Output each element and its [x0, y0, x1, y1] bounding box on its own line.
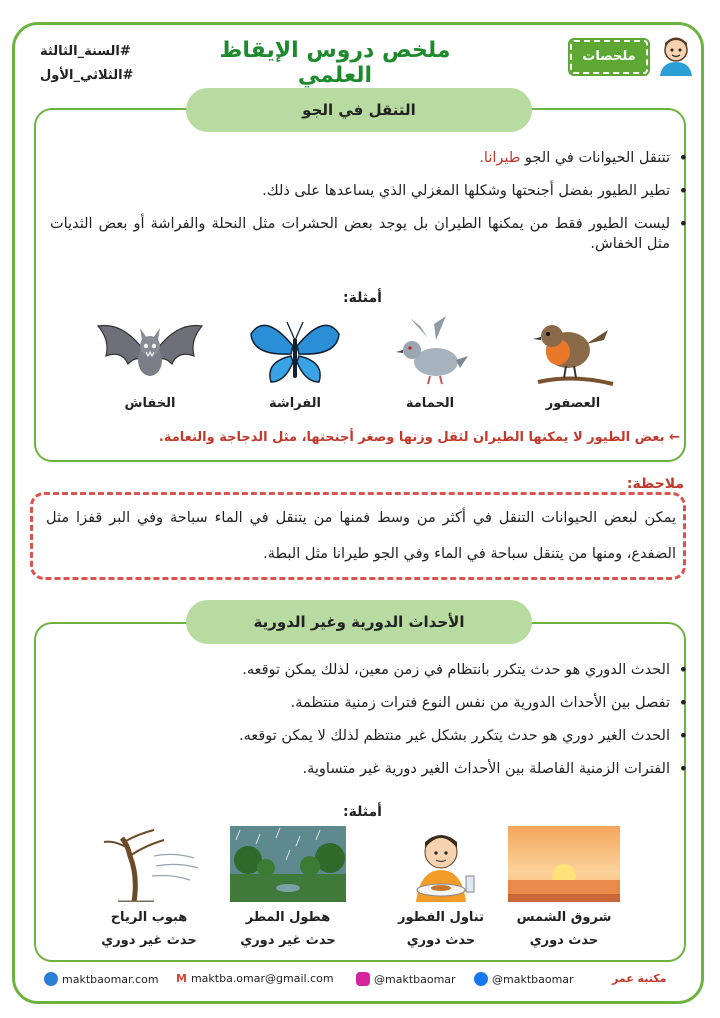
list-item: • الحدث الدوري هو حدث يتكرر بانتظام في زمن معين، لذلك يمكن توقعه. [50, 660, 670, 680]
tag-term: #الثلاثي_الأول [40, 68, 134, 83]
example-label: الفراشة [269, 396, 321, 411]
list-item: • الفترات الزمنية الفاصلة بين الأحداث الغير دورية غير متساوية. [50, 759, 670, 779]
footer-email[interactable] [176, 972, 334, 985]
list-item: • ليست الطيور فقط من يمكنها الطيران بل يوجد بعض الحشرات مثل النحلة والفراشة أو بعض الثديات مثل الخفاش. [50, 214, 670, 254]
footer [40, 964, 680, 994]
example-wind [94, 826, 204, 948]
instagram-icon [356, 972, 370, 986]
remark-title: ملاحظة: [626, 476, 684, 492]
example-label: تناول الفطور [398, 910, 484, 925]
teacher-avatar-icon [654, 34, 698, 76]
list-item: • تفصل بين الأحداث الدورية من نفس النوع فترات زمنية منتظمة. [50, 693, 670, 713]
examples-label: أمثلة: [343, 290, 382, 306]
remark-text: يمكن لبعض الحيوانات التنقل في أكثر من وسط فمنها من يتنقل في الماء سباحة وفي البر قفزا مثل الضفدع، ومنها من يتنقل سباحة في الماء وفي الجو طيرانا مثل البطة. [46, 510, 676, 562]
butterfly-icon [245, 316, 345, 388]
sunrise-icon [508, 826, 620, 902]
event-type: حدث غير دوري [240, 933, 336, 948]
site-link[interactable]: maktbaomar.com [62, 972, 159, 986]
rain-icon [230, 826, 346, 902]
example-sparrow [528, 316, 618, 411]
list-item: • الحدث الغير دوري هو حدث يتكرر بشكل غير منتظم لذلك لا يمكن توقعه. [50, 726, 670, 746]
event-type: حدث غير دوري [101, 933, 197, 948]
example-label: الحمامة [405, 396, 455, 411]
sparrow-icon [528, 316, 618, 388]
pigeon-icon [390, 316, 470, 388]
wind-icon [94, 826, 204, 902]
example-butterfly [245, 316, 345, 411]
example-bat [92, 316, 208, 411]
event-type: حدث دوري [406, 933, 476, 948]
facebook-icon [474, 972, 488, 986]
summary-badge [572, 34, 698, 76]
example-breakfast [396, 826, 486, 948]
instagram-link[interactable]: @maktbaomar [374, 972, 456, 986]
footer-facebook[interactable] [474, 972, 574, 986]
example-rain [230, 826, 346, 948]
brand-logo: مكتبة عمر [612, 972, 667, 985]
flight-bullets [50, 148, 690, 267]
example-label: العصفور [545, 396, 601, 411]
example-label: هبوب الرياح [110, 910, 188, 925]
examples-label: أمثلة: [343, 804, 382, 820]
flightless-note: ← بعض الطيور لا يمكنها الطيران لثقل وزنها وصغر أجنحتها، مثل الدجاجة والنعامة. [158, 430, 680, 445]
events-bullets [50, 660, 690, 792]
footer-site[interactable] [44, 972, 159, 986]
gmail-icon: M [176, 972, 187, 985]
list-item: • تتنقل الحيوانات في الجو طيرانا. [50, 148, 670, 168]
bat-icon [92, 316, 208, 388]
footer-instagram[interactable] [356, 972, 456, 986]
list-item: • تطير الطيور بفضل أجنحتها وشكلها المغزلي الذي يساعدها على ذلك. [50, 181, 670, 201]
page-title: ملخص دروس الإيقاظ العلمي [219, 38, 451, 88]
example-pigeon [390, 316, 470, 411]
event-type: حدث دوري [529, 933, 599, 948]
example-label: هطول المطر [245, 910, 331, 925]
globe-icon [44, 972, 58, 986]
section-flight-heading: التنقل في الجو [186, 88, 532, 132]
example-sunrise [508, 826, 620, 948]
badge-label: ملخصات [570, 40, 648, 74]
tag-year: #السنة_الثالثة [40, 44, 131, 59]
email-link[interactable]: maktba.omar@gmail.com [190, 972, 334, 985]
facebook-link[interactable]: @maktbaomar [492, 972, 574, 986]
breakfast-icon [396, 826, 486, 902]
highlight-word: طيرانا. [479, 150, 521, 166]
example-label: شروق الشمس [516, 910, 612, 925]
example-label: الخفاش [124, 396, 176, 411]
section-events-heading: الأحداث الدورية وغير الدورية [186, 600, 532, 644]
